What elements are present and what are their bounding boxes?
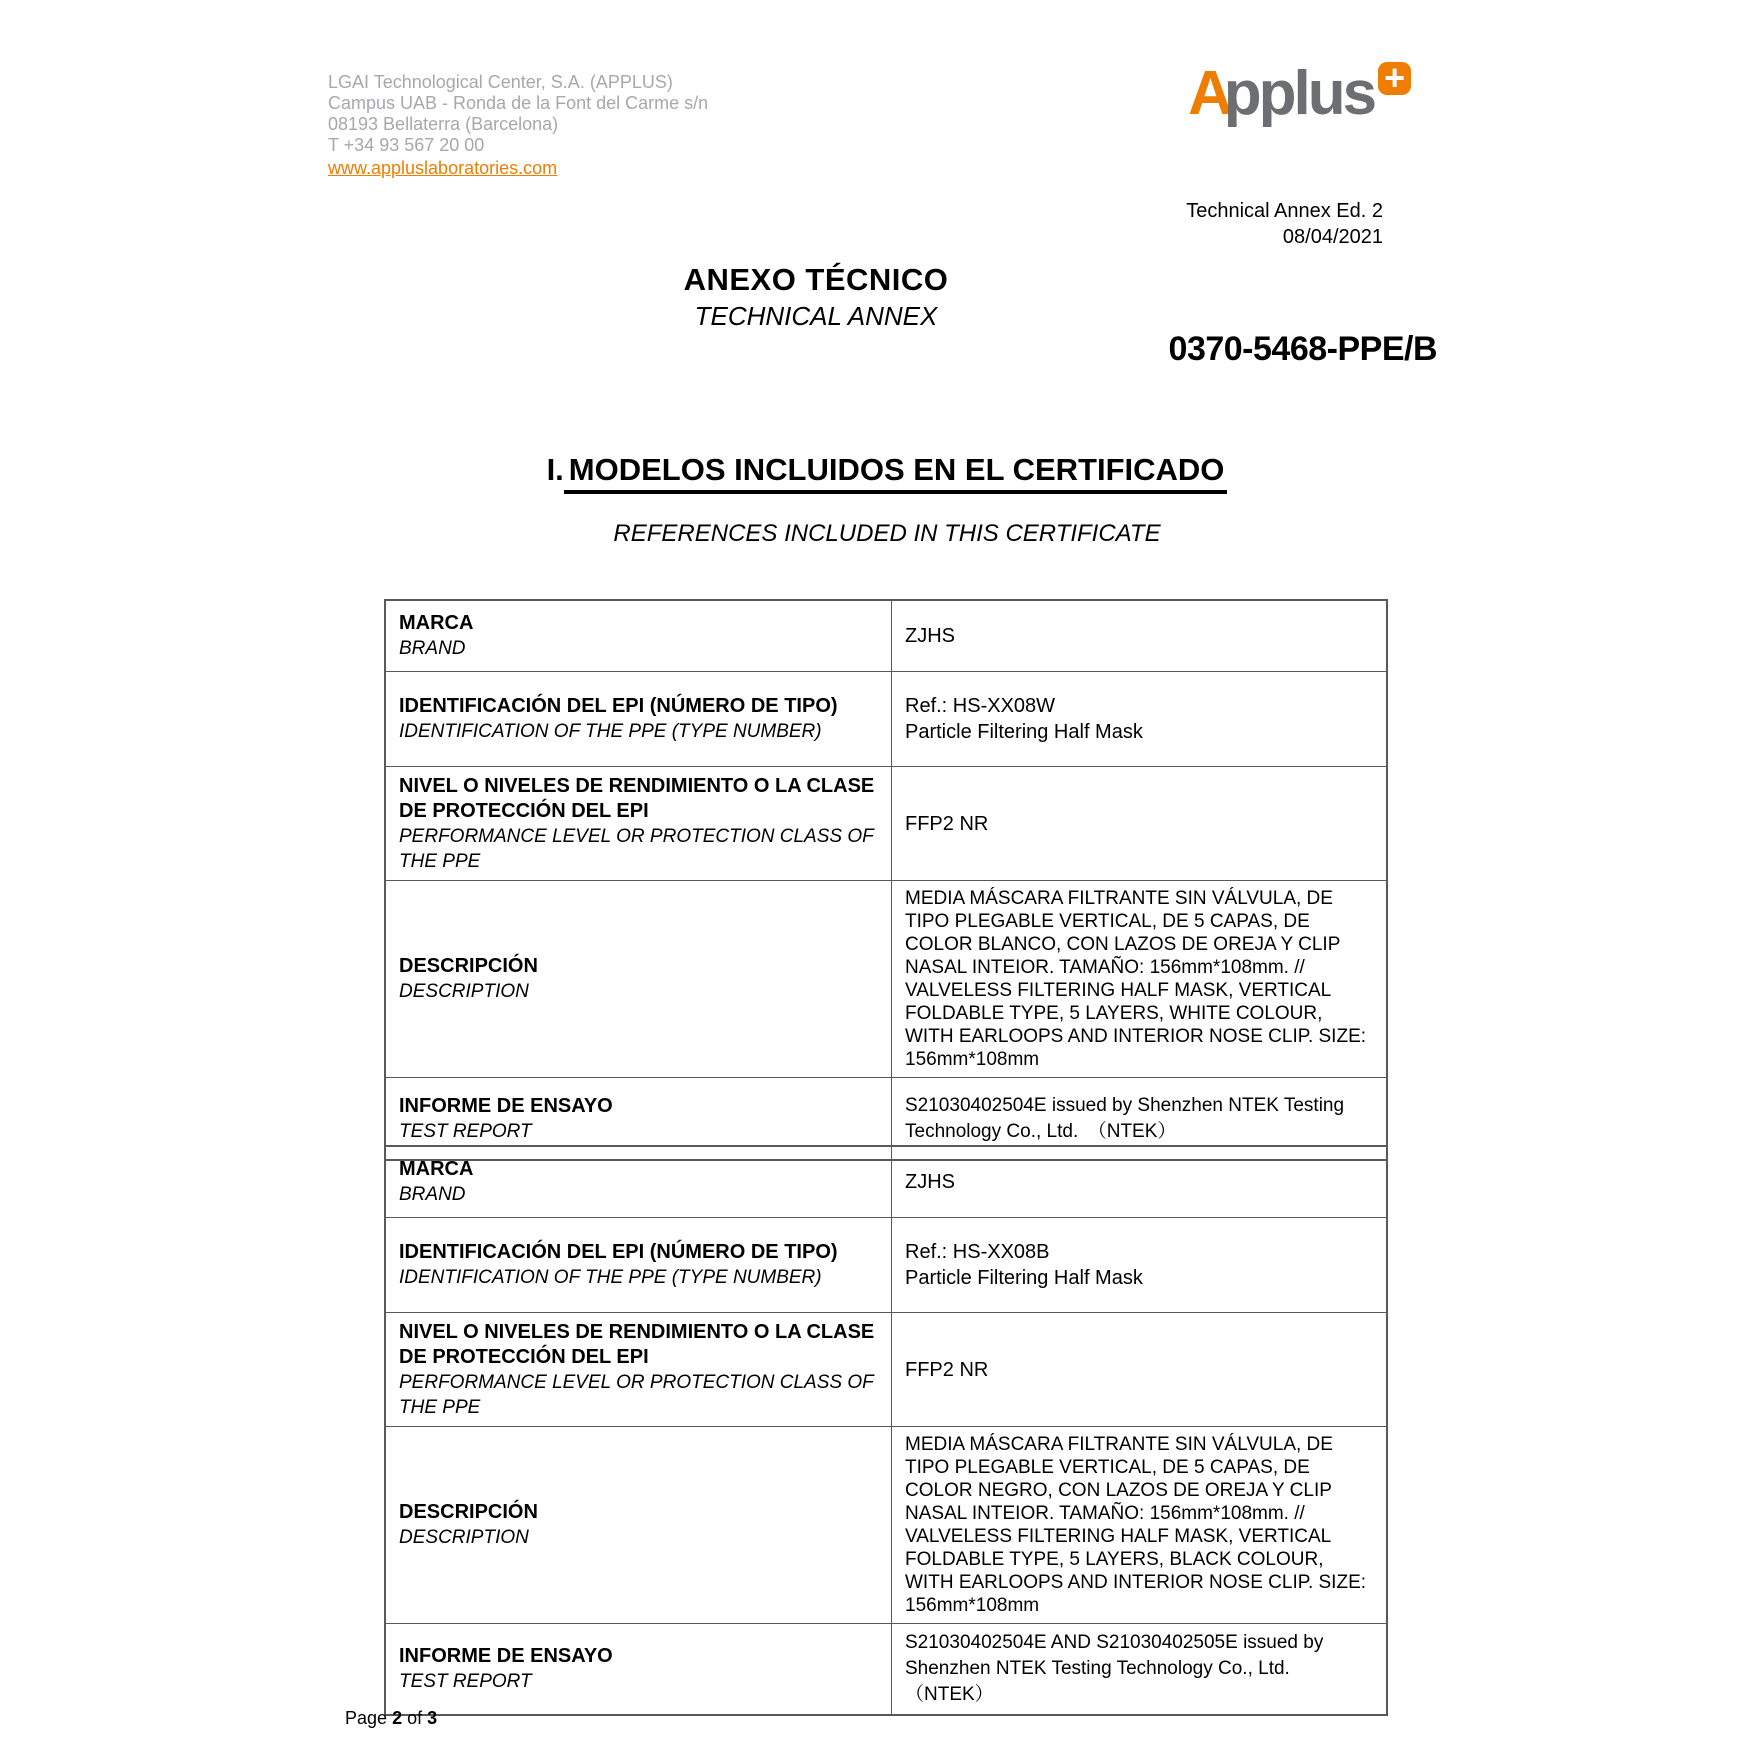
logo-text: pplus xyxy=(1223,59,1375,128)
table-row-identification xyxy=(385,672,1387,767)
row-value-cell xyxy=(892,881,1388,1078)
model-table-1 xyxy=(384,599,1388,1161)
letterhead xyxy=(328,72,708,179)
value-line: FFP2 NR xyxy=(905,812,989,835)
row-value-cell xyxy=(892,1313,1388,1427)
table-row-identification xyxy=(385,1218,1387,1313)
label-es: MARCA xyxy=(399,1158,474,1180)
row-label-cell xyxy=(385,600,892,672)
footer-total-pages: 3 xyxy=(427,1708,438,1728)
row-label-cell xyxy=(385,881,892,1078)
value-line: S21030402504E AND S21030402505E issued by Shenzhen NTEK Testing Technology Co., Ltd. （NTEK） xyxy=(905,1632,1324,1705)
footer-of-label: of xyxy=(407,1708,423,1728)
letterhead-address1: Campus UAB - Ronda de la Font del Carme s/n xyxy=(328,93,709,113)
applus-logo xyxy=(1188,58,1411,129)
table-row-test-report xyxy=(385,1624,1387,1716)
footer-page-label: Page xyxy=(345,1708,388,1728)
row-value-cell xyxy=(892,1146,1388,1218)
edition-date: 08/04/2021 xyxy=(1282,226,1383,248)
website-link[interactable]: www.appluslaboratories.com xyxy=(328,158,558,178)
row-value-cell xyxy=(892,672,1388,767)
label-es: IDENTIFICACIÓN DEL EPI (NÚMERO DE TIPO) xyxy=(399,1241,838,1263)
value-line: Ref.: HS-XX08W xyxy=(905,695,1056,717)
value-line: MEDIA MÁSCARA FILTRANTE SIN VÁLVULA, DE TIPO PLEGABLE VERTICAL, DE 5 CAPAS, DE COLOR BLANCO, CON LAZOS DE OREJA Y CLIP NASAL INTEIOR. TAMAÑO: 156mm*108mm. // VALVELESS FILTERING HALF MASK, VERTICAL FOLDABLE TYPE, 5 LAYERS, WHITE COLOUR, WITH EARLOOPS AND INTERIOR NOSE CLIP. SIZE: 156mm*108mm xyxy=(905,888,1367,1070)
label-es: IDENTIFICACIÓN DEL EPI (NÚMERO DE TIPO) xyxy=(399,695,838,717)
title-english: TECHNICAL ANNEX xyxy=(694,301,938,331)
label-es: INFORME DE ENSAYO xyxy=(399,1645,613,1667)
value-line: ZJHS xyxy=(905,1171,955,1193)
label-en: DESCRIPTION xyxy=(399,1527,529,1548)
table-row-performance xyxy=(385,767,1387,881)
section-heading-english: REFERENCES INCLUDED IN THIS CERTIFICATE xyxy=(613,520,1161,547)
label-es: MARCA xyxy=(399,612,474,634)
model-table-2 xyxy=(384,1145,1388,1716)
row-label-cell xyxy=(385,672,892,767)
edition-name: Technical Annex Ed. 2 xyxy=(1186,200,1383,222)
label-es: DESCRIPCIÓN xyxy=(399,1501,538,1523)
value-line: ZJHS xyxy=(905,625,955,647)
label-es: INFORME DE ENSAYO xyxy=(399,1094,613,1117)
value-line: Particle Filtering Half Mask xyxy=(905,721,1143,743)
section-heading-spanish: MODELOS INCLUIDOS EN EL CERTIFICADO xyxy=(564,452,1228,494)
row-value-cell xyxy=(892,1624,1388,1716)
row-label-cell xyxy=(385,1313,892,1427)
label-es: NIVEL O NIVELES DE RENDIMIENTO O LA CLASE DE PROTECCIÓN DEL EPI xyxy=(399,1320,875,1368)
row-label-cell xyxy=(385,1146,892,1218)
section-heading xyxy=(387,452,1387,488)
edition-block xyxy=(1186,198,1383,250)
label-en: BRAND xyxy=(399,638,466,659)
row-label-cell xyxy=(385,767,892,881)
row-label-cell xyxy=(385,1427,892,1624)
value-line: Ref.: HS-XX08B xyxy=(905,1241,1050,1263)
section-number: I. xyxy=(546,452,564,487)
value-line: FFP2 NR xyxy=(905,1358,989,1381)
row-label-cell xyxy=(385,1218,892,1313)
value-line: Particle Filtering Half Mask xyxy=(905,1267,1143,1289)
document-title xyxy=(466,262,1166,332)
title-spanish: ANEXO TÉCNICO xyxy=(683,262,949,297)
page-footer xyxy=(345,1708,437,1729)
table-row-brand xyxy=(385,1146,1387,1218)
value-line: S21030402504E issued by Shenzhen NTEK Testing Technology Co., Ltd. （NTEK） xyxy=(905,1094,1345,1142)
label-en: PERFORMANCE LEVEL OR PROTECTION CLASS OF THE PPE xyxy=(399,825,874,872)
row-label-cell xyxy=(385,1624,892,1716)
row-value-cell xyxy=(892,767,1388,881)
letterhead-company: LGAI Technological Center, S.A. (APPLUS) xyxy=(328,72,673,92)
value-line: MEDIA MÁSCARA FILTRANTE SIN VÁLVULA, DE TIPO PLEGABLE VERTICAL, DE 5 CAPAS, DE COLOR NEGRO, CON LAZOS DE OREJA Y CLIP NASAL INTEIOR. TAMAÑO: 156mm*108mm. // VALVELESS FILTERING HALF MASK, VERTICAL FOLDABLE TYPE, 5 LAYERS, BLACK COLOUR, WITH EARLOOPS AND INTERIOR NOSE CLIP. SIZE: 156mm*108mm xyxy=(905,1434,1367,1616)
row-value-cell xyxy=(892,1218,1388,1313)
row-value-cell xyxy=(892,1427,1388,1624)
letterhead-phone: T +34 93 567 20 00 xyxy=(328,135,485,155)
table-row-description xyxy=(385,1427,1387,1624)
footer-current-page: 2 xyxy=(392,1708,403,1728)
table-row-performance xyxy=(385,1313,1387,1427)
label-en: PERFORMANCE LEVEL OR PROTECTION CLASS OF THE PPE xyxy=(399,1371,874,1418)
plus-badge-icon: + xyxy=(1378,62,1411,95)
document-number: 0370-5468-PPE/B xyxy=(1168,330,1437,368)
letterhead-address2: 08193 Bellaterra (Barcelona) xyxy=(328,114,559,134)
table-row-brand xyxy=(385,600,1387,672)
row-value-cell xyxy=(892,600,1388,672)
label-en: IDENTIFICATION OF THE PPE (TYPE NUMBER) xyxy=(399,721,822,742)
label-en: IDENTIFICATION OF THE PPE (TYPE NUMBER) xyxy=(399,1267,822,1288)
label-es: NIVEL O NIVELES DE RENDIMIENTO O LA CLASE DE PROTECCIÓN DEL EPI xyxy=(399,774,875,822)
label-en: TEST REPORT xyxy=(399,1120,532,1142)
label-en: TEST REPORT xyxy=(399,1671,532,1692)
logo-letter-a: A xyxy=(1188,59,1230,128)
table-row-description xyxy=(385,881,1387,1078)
label-en: DESCRIPTION xyxy=(399,981,529,1002)
label-es: DESCRIPCIÓN xyxy=(399,955,538,977)
label-en: BRAND xyxy=(399,1184,466,1205)
